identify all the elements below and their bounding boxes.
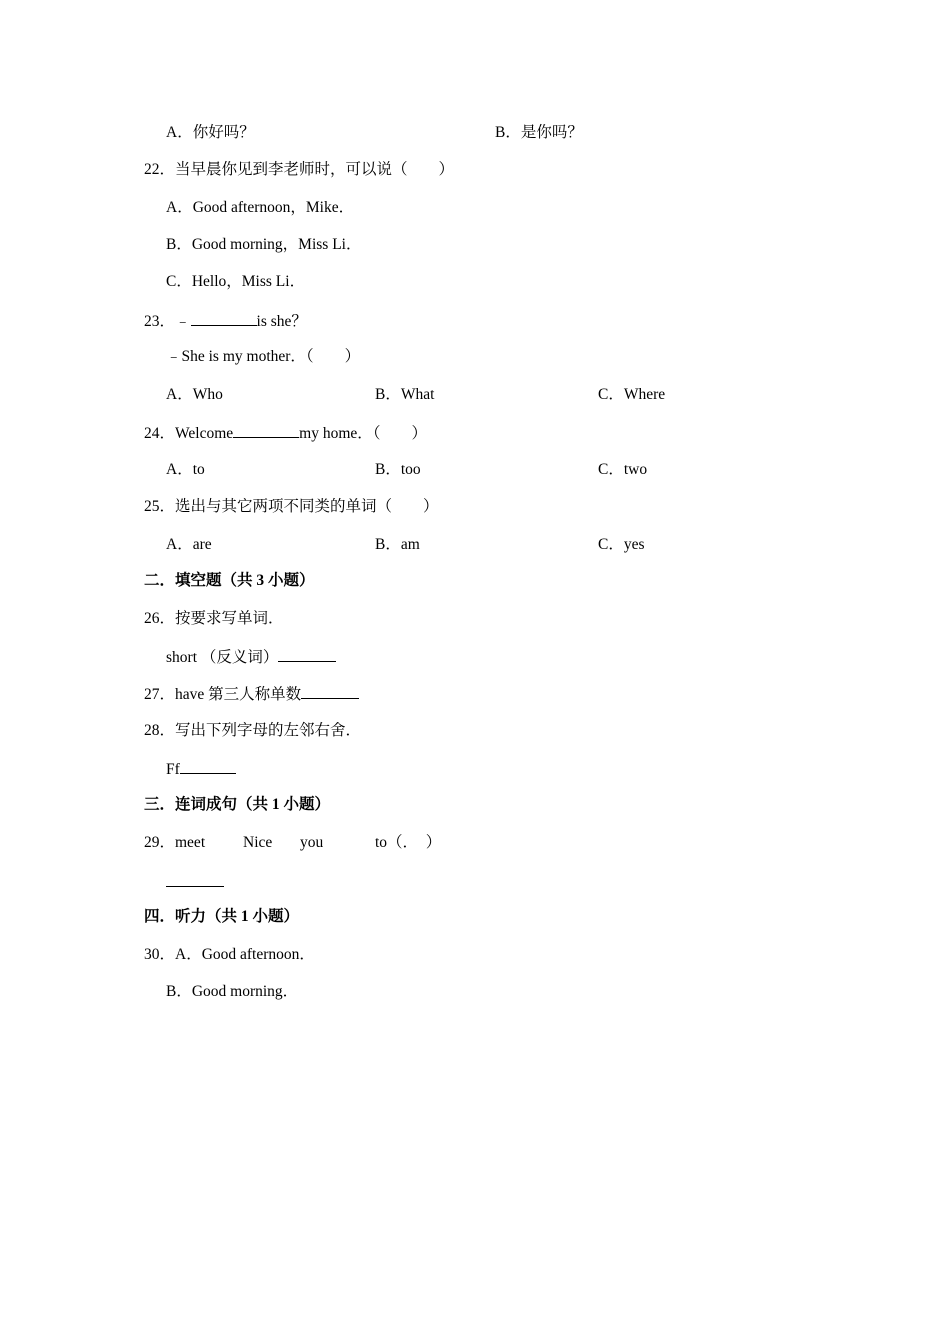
q26-prompt: short （反义词）: [166, 649, 279, 666]
q29-number-word1: 29．meet: [144, 834, 206, 851]
q24-stem: [144, 422, 427, 444]
q23-line2: ﹣She is my mother．（ ）: [166, 348, 361, 365]
q25-option-c: C．yes: [598, 536, 645, 553]
q29-word-4: to（． ）: [375, 834, 442, 851]
q23-stem-suffix: is she？: [256, 313, 307, 330]
q23-stem-prefix: 23．﹣: [144, 313, 191, 330]
q27-prompt: 27．have 第三人称单数: [144, 686, 302, 703]
q26-answer-blank: [278, 646, 336, 662]
q29-word-3: you: [300, 834, 324, 851]
q25-option-a: A．are: [166, 536, 212, 553]
q23-answer-blank: [191, 310, 257, 326]
q21-option-a: A．你好吗？: [166, 124, 255, 141]
section-4-heading: 四．听力（共 1 小题）: [144, 908, 300, 925]
q25-option-b: B．am: [375, 536, 420, 553]
q30-option-a: 30．A．Good afternoon．: [144, 946, 315, 963]
q29-answer-blank: [166, 886, 224, 887]
section-3-heading: 三．连词成句（共 1 小题）: [144, 796, 331, 813]
q21-option-b: B．是你吗？: [495, 124, 583, 141]
q26-line2: [166, 646, 336, 668]
q24-option-b: B．too: [375, 461, 421, 478]
q28-answer-blank: [180, 758, 236, 774]
q27-answer-blank: [301, 683, 359, 699]
q24-option-a: A．to: [166, 461, 205, 478]
q23-option-c: C．Where: [598, 386, 666, 403]
q23-option-b: B．What: [375, 386, 435, 403]
q25-stem: 25．选出与其它两项不同类的单词（ ）: [144, 498, 439, 515]
q28-line2: [166, 758, 236, 780]
q22-option-c: C．Hello，Miss Li．: [166, 273, 306, 290]
q22-option-b: B．Good morning，Miss Li．: [166, 236, 362, 253]
q24-answer-blank: [233, 422, 299, 438]
q26-stem: 26．按要求写单词．: [144, 610, 284, 627]
q27-stem: [144, 683, 359, 705]
q23-option-a: A．Who: [166, 386, 223, 403]
q28-prompt: Ff: [166, 761, 180, 778]
q24-option-c: C．two: [598, 461, 648, 478]
section-2-heading: 二．填空题（共 3 小题）: [144, 572, 315, 589]
q22-option-a: A．Good afternoon，Mike．: [166, 199, 355, 216]
q22-stem: 22．当早晨你见到李老师时，可以说（ ）: [144, 161, 455, 178]
q30-option-b: B．Good morning．: [166, 983, 299, 1000]
q24-stem-suffix: my home．（ ）: [299, 425, 428, 442]
q24-stem-prefix: 24．Welcome: [144, 425, 234, 442]
q29-word-2: Nice: [243, 834, 273, 851]
q23-stem: [144, 310, 307, 332]
q28-stem: 28．写出下列字母的左邻右舍．: [144, 722, 362, 739]
